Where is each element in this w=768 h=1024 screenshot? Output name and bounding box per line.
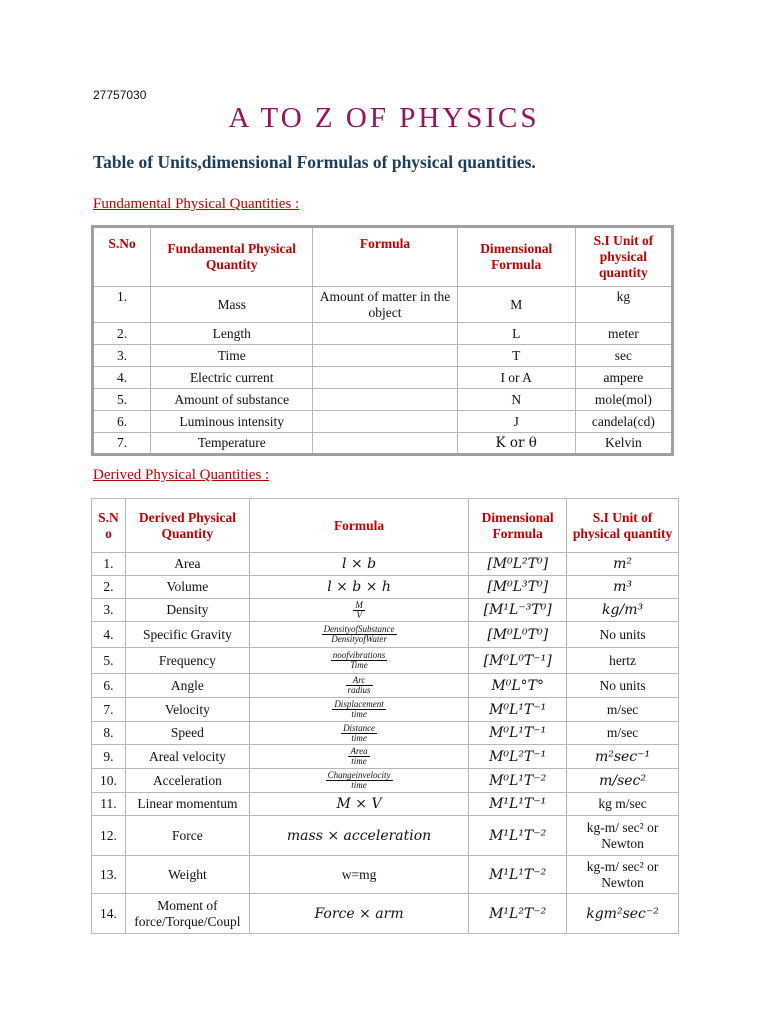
sno-cell: 7. bbox=[92, 698, 126, 722]
table-row bbox=[92, 793, 679, 816]
formula-fraction bbox=[326, 771, 393, 790]
quantity-cell: Frequency bbox=[125, 648, 249, 674]
sno-cell: 11. bbox=[92, 793, 126, 816]
dimension-cell: T bbox=[457, 345, 575, 367]
quantity-cell: Density bbox=[125, 599, 249, 622]
dimension-cell: M⁰L²T⁻¹ bbox=[469, 745, 567, 769]
quantity-cell: Velocity bbox=[125, 698, 249, 722]
sno-cell: 5. bbox=[93, 389, 151, 411]
quantity-cell: Temperature bbox=[151, 433, 313, 455]
formula-cell bbox=[249, 599, 468, 622]
quantity-cell: Electric current bbox=[151, 367, 313, 389]
unit-cell: m²sec⁻¹ bbox=[567, 745, 679, 769]
derived-heading: Derived Physical Quantities : bbox=[93, 467, 270, 483]
formula-cell bbox=[249, 745, 468, 769]
fraction-numerator: Distance bbox=[343, 722, 376, 733]
header-cell: Fundamental Physical Quantity bbox=[151, 227, 313, 287]
sno-cell: 2. bbox=[92, 576, 126, 599]
header-cell: S.No bbox=[93, 227, 151, 287]
header-cell: S.I Unit of physical quantity bbox=[567, 499, 679, 553]
table-row bbox=[93, 389, 673, 411]
dimension-cell: M bbox=[457, 287, 575, 323]
unit-cell: mole(mol) bbox=[575, 389, 672, 411]
formula-cell: Amount of matter in the object bbox=[313, 287, 457, 323]
formula-cell bbox=[249, 553, 468, 576]
dimension-cell: [M⁰L²T⁰] bbox=[469, 553, 567, 576]
document-id: 27757030 bbox=[93, 88, 147, 102]
sno-cell: 6. bbox=[93, 411, 151, 433]
unit-cell: kg bbox=[575, 287, 672, 323]
table-row bbox=[93, 433, 673, 455]
quantity-cell: Amount of substance bbox=[151, 389, 313, 411]
formula-text: w=mg bbox=[341, 866, 377, 882]
dimension-cell: M⁰L¹T⁻¹ bbox=[469, 698, 567, 722]
quantity-cell: Length bbox=[151, 323, 313, 345]
unit-cell: m/sec bbox=[567, 698, 679, 722]
quantity-cell: Moment of force/Torque/Coupl bbox=[125, 894, 249, 934]
dimension-cell: [M⁰L⁰T⁻¹] bbox=[469, 648, 567, 674]
unit-cell: meter bbox=[575, 323, 672, 345]
fraction-denominator: Time bbox=[350, 660, 368, 670]
dimension-cell: [M⁰L³T⁰] bbox=[469, 576, 567, 599]
sno-cell: 1. bbox=[93, 287, 151, 323]
table-row bbox=[92, 576, 679, 599]
unit-cell: kg-m/ sec² or Newton bbox=[567, 856, 679, 894]
dimension-cell: M¹L²T⁻² bbox=[469, 894, 567, 934]
table-row bbox=[93, 287, 673, 323]
formula-text: mass × acceleration bbox=[286, 827, 432, 844]
formula-cell bbox=[249, 769, 468, 793]
header-cell: Formula bbox=[313, 227, 457, 287]
header-cell: Dimensional Formula bbox=[469, 499, 567, 553]
table-row bbox=[93, 345, 673, 367]
table-row bbox=[92, 745, 679, 769]
fundamental-heading: Fundamental Physical Quantities : bbox=[93, 196, 300, 212]
table-row bbox=[92, 769, 679, 793]
formula-text: M × V bbox=[336, 796, 382, 812]
dimension-cell: [M⁰L⁰T⁰] bbox=[469, 622, 567, 648]
dimension-cell: M⁰L¹T⁻² bbox=[469, 769, 567, 793]
formula-cell bbox=[249, 793, 468, 816]
fraction-denominator: radius bbox=[347, 685, 371, 695]
fraction-numerator: Area bbox=[350, 746, 368, 756]
page-subtitle: Table of Units,dimensional Formulas of physical quantities. bbox=[93, 152, 536, 172]
header-cell: Formula bbox=[249, 499, 468, 553]
sno-cell: 4. bbox=[93, 367, 151, 389]
quantity-cell: Area bbox=[125, 553, 249, 576]
quantity-cell: Linear momentum bbox=[125, 793, 249, 816]
unit-cell: m/sec² bbox=[567, 769, 679, 793]
quantity-cell: Time bbox=[151, 345, 313, 367]
unit-cell: sec bbox=[575, 345, 672, 367]
unit-cell: No units bbox=[567, 622, 679, 648]
quantity-cell: Volume bbox=[125, 576, 249, 599]
formula-cell bbox=[313, 345, 457, 367]
formula-cell bbox=[249, 722, 468, 745]
page-title: A TO Z OF PHYSICS bbox=[228, 102, 540, 134]
formula-cell bbox=[313, 323, 457, 345]
table-row bbox=[92, 816, 679, 856]
sno-cell: 4. bbox=[92, 622, 126, 648]
table-row bbox=[92, 648, 679, 674]
table-header-row bbox=[93, 227, 673, 287]
sno-cell: 6. bbox=[92, 674, 126, 698]
sno-cell: 1. bbox=[92, 553, 126, 576]
formula-fraction bbox=[348, 747, 369, 766]
unit-cell: hertz bbox=[567, 648, 679, 674]
sno-cell: 3. bbox=[93, 345, 151, 367]
formula-cell bbox=[249, 698, 468, 722]
header-cell: Derived Physical Quantity bbox=[125, 499, 249, 553]
formula-cell bbox=[249, 816, 468, 856]
dimension-cell: M⁰L°T° bbox=[469, 674, 567, 698]
unit-cell: ampere bbox=[575, 367, 672, 389]
fraction-numerator: noofvibrations bbox=[332, 650, 386, 660]
unit-cell: No units bbox=[567, 674, 679, 698]
table-row bbox=[93, 367, 673, 389]
formula-cell bbox=[313, 433, 457, 455]
table-row bbox=[93, 323, 673, 345]
table-row bbox=[92, 553, 679, 576]
formula-text: l × b × h bbox=[327, 579, 391, 595]
unit-cell: m/sec bbox=[567, 722, 679, 745]
fraction-denominator: time bbox=[351, 732, 367, 743]
fraction-denominator: time bbox=[351, 709, 367, 719]
unit-cell: m³ bbox=[567, 576, 679, 599]
table-row bbox=[92, 599, 679, 622]
formula-cell bbox=[249, 894, 468, 934]
formula-fraction bbox=[346, 676, 373, 695]
formula-fraction bbox=[341, 724, 377, 743]
quantity-cell: Acceleration bbox=[125, 769, 249, 793]
dimension-cell: J bbox=[457, 411, 575, 433]
fraction-numerator: Displacement bbox=[334, 699, 384, 709]
formula-cell bbox=[313, 389, 457, 411]
header-cell: S.I Unit of physical quantity bbox=[575, 227, 672, 287]
fraction-denominator: V bbox=[356, 609, 362, 620]
dimension-cell: M¹L¹T⁻² bbox=[469, 816, 567, 856]
dimension-cell: M¹L¹T⁻¹ bbox=[469, 793, 567, 816]
formula-cell bbox=[313, 411, 457, 433]
quantity-cell: Specific Gravity bbox=[125, 622, 249, 648]
quantity-cell: Weight bbox=[125, 856, 249, 894]
table-header-row bbox=[92, 499, 679, 553]
unit-cell: kg m/sec bbox=[567, 793, 679, 816]
formula-cell bbox=[249, 674, 468, 698]
sno-cell: 10. bbox=[92, 769, 126, 793]
fundamental-quantities-table bbox=[91, 225, 674, 456]
table-row bbox=[92, 856, 679, 894]
sno-cell: 8. bbox=[92, 722, 126, 745]
fraction-denominator: DensityofWater bbox=[331, 634, 387, 644]
dimension-cell: L bbox=[457, 323, 575, 345]
fraction-denominator: time bbox=[351, 756, 367, 766]
sno-cell: 12. bbox=[92, 816, 126, 856]
fraction-denominator: time bbox=[351, 780, 367, 790]
table-row bbox=[92, 722, 679, 745]
dimension-cell: M¹L¹T⁻² bbox=[469, 856, 567, 894]
unit-cell: Kelvin bbox=[575, 433, 672, 455]
header-cell: S.N o bbox=[92, 499, 126, 553]
dimension-cell: I or A bbox=[457, 367, 575, 389]
sno-cell: 14. bbox=[92, 894, 126, 934]
dimension-cell: M⁰L¹T⁻¹ bbox=[469, 722, 567, 745]
quantity-cell: Speed bbox=[125, 722, 249, 745]
table-row bbox=[93, 411, 673, 433]
formula-cell bbox=[249, 648, 468, 674]
dimension-cell: N bbox=[457, 389, 575, 411]
formula-text: Force × arm bbox=[314, 905, 404, 922]
formula-text: l × b bbox=[342, 556, 377, 572]
table-row bbox=[92, 674, 679, 698]
header-cell: Dimensional Formula bbox=[457, 227, 575, 287]
fraction-numerator: DensityofSubstance bbox=[323, 624, 395, 634]
table-row bbox=[92, 894, 679, 934]
unit-cell: kg-m/ sec² or Newton bbox=[567, 816, 679, 856]
unit-cell: kg/m³ bbox=[567, 599, 679, 622]
dimension-cell: K or θ bbox=[457, 433, 575, 455]
formula-fraction bbox=[322, 625, 397, 644]
unit-cell: m² bbox=[567, 553, 679, 576]
quantity-cell: Angle bbox=[125, 674, 249, 698]
dimension-cell: [M¹L⁻³T⁰] bbox=[469, 599, 567, 622]
quantity-cell: Areal velocity bbox=[125, 745, 249, 769]
formula-cell bbox=[313, 367, 457, 389]
fraction-numerator: Arc bbox=[346, 676, 373, 686]
quantity-cell: Force bbox=[125, 816, 249, 856]
quantity-cell: Luminous intensity bbox=[151, 411, 313, 433]
sno-cell: 5. bbox=[92, 648, 126, 674]
formula-cell bbox=[249, 856, 468, 894]
sno-cell: 7. bbox=[93, 433, 151, 455]
table-row bbox=[92, 622, 679, 648]
sno-cell: 3. bbox=[92, 599, 126, 622]
derived-quantities-table bbox=[91, 498, 679, 934]
quantity-cell: Mass bbox=[151, 287, 313, 323]
fraction-numerator: Changeinvelocity bbox=[327, 770, 391, 780]
sno-cell: 9. bbox=[92, 745, 126, 769]
sno-cell: 13. bbox=[92, 856, 126, 894]
formula-cell bbox=[249, 576, 468, 599]
formula-fraction bbox=[332, 700, 386, 719]
table-row bbox=[92, 698, 679, 722]
sno-cell: 2. bbox=[93, 323, 151, 345]
fraction-numerator: M bbox=[355, 599, 363, 610]
unit-cell: candela(cd) bbox=[575, 411, 672, 433]
formula-fraction bbox=[331, 651, 388, 670]
formula-cell bbox=[249, 622, 468, 648]
formula-fraction bbox=[353, 601, 365, 620]
unit-cell: kgm²sec⁻² bbox=[567, 894, 679, 934]
